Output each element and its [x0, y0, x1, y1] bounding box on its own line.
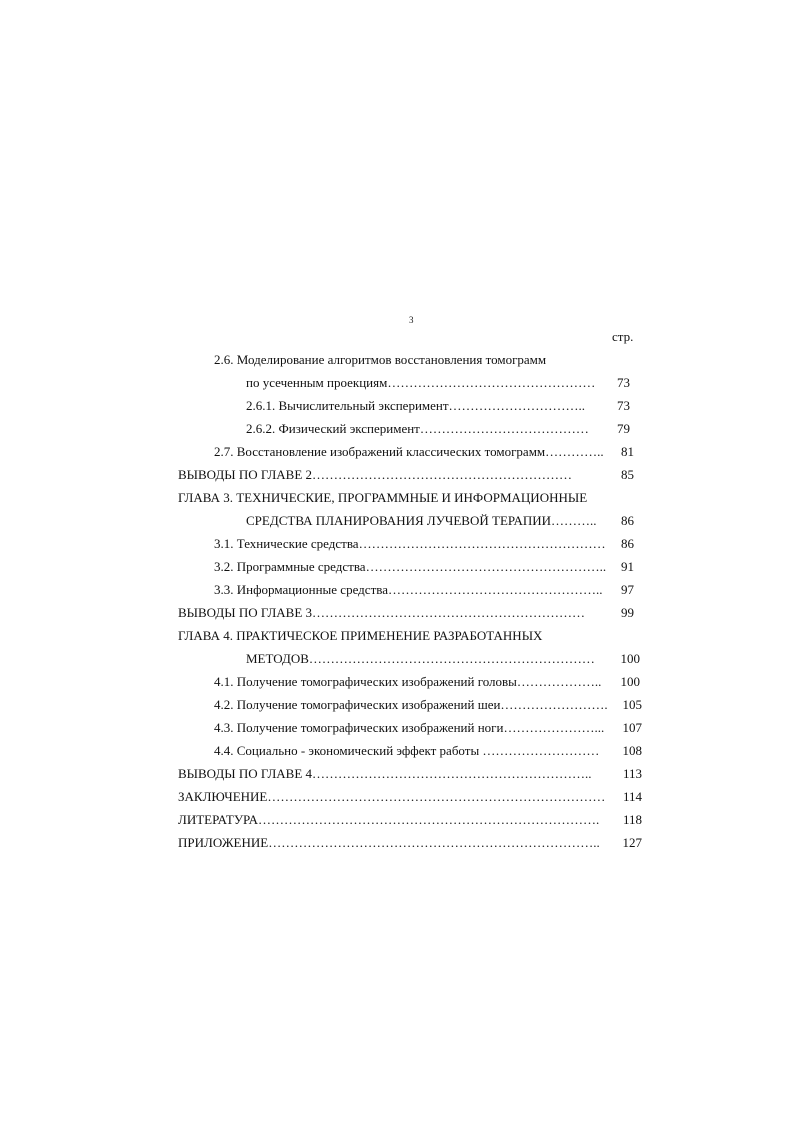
toc-entry	[246, 375, 595, 390]
toc-entry-page: 81	[621, 444, 634, 459]
toc-entry	[214, 559, 606, 574]
toc-entry-text: ЗАКЛЮЧЕНИЕ……………………………………………………………………	[178, 789, 606, 804]
toc-entry-page: 86	[621, 536, 634, 551]
toc-entry-page: 73	[617, 375, 630, 390]
toc-entry-text: ВЫВОДЫ ПО ГЛАВЕ 3………………………………………………………	[178, 605, 586, 620]
toc-entry-text: МЕТОДОВ…………………………………………………………	[246, 651, 595, 666]
toc-entry	[246, 651, 595, 666]
toc-entry-text: 3.1. Технические средства…………………………………………………	[214, 536, 606, 551]
toc-entry-page: 99	[621, 605, 634, 620]
toc-entry	[214, 743, 599, 758]
toc-entry	[214, 697, 608, 712]
toc-entry-text: ВЫВОДЫ ПО ГЛАВЕ 2……………………………………………………	[178, 467, 573, 482]
toc-entry-page: 79	[617, 421, 630, 436]
toc-entry-page: 114	[622, 789, 642, 804]
toc-entry	[246, 513, 597, 528]
toc-entry-page: 127	[622, 835, 642, 850]
toc-entry	[178, 467, 572, 482]
toc-entry-text: ГЛАВА 3. ТЕХНИЧЕСКИЕ, ПРОГРАММНЫЕ И ИНФОРМАЦИОННЫЕ	[178, 490, 588, 505]
toc-entry-text: ЛИТЕРАТУРА…………………………………………………………………….	[178, 812, 600, 827]
toc-entry-page: 105	[622, 697, 642, 712]
toc-entry	[178, 490, 587, 505]
toc-entry-text: 4.4. Социально - экономический эффект работы ………………………	[214, 743, 600, 758]
toc-entry-text: 3.3. Информационные средства…………………………………………..	[214, 582, 603, 597]
toc-entry	[246, 421, 589, 436]
toc-entry-text: 2.6. Моделирование алгоритмов восстановления томограмм	[214, 352, 547, 367]
toc-entry-text: 3.2. Программные средства………………………………………………..	[214, 559, 607, 574]
toc-entry	[178, 766, 592, 781]
toc-entry-page: 91	[621, 559, 634, 574]
toc-entry-text: 2.6.1. Вычислительный эксперимент…………………………..	[246, 398, 586, 413]
page-number: 3	[409, 315, 414, 325]
toc-entry-page: 113	[622, 766, 642, 781]
toc-entry-text: 2.6.2. Физический эксперимент…………………………………	[246, 421, 589, 436]
toc-entry	[178, 628, 542, 643]
toc-entry-text: ПРИЛОЖЕНИЕ…………………………………………………………………..	[178, 835, 600, 850]
toc-entry-text: 4.1. Получение томографических изображений головы………………..	[214, 674, 602, 689]
toc-entry-page: 86	[621, 513, 634, 528]
toc-entry-page: 97	[621, 582, 634, 597]
toc-entry-page: 85	[621, 467, 634, 482]
toc-entry-text: СРЕДСТВА ПЛАНИРОВАНИЯ ЛУЧЕВОЙ ТЕРАПИИ………..	[246, 513, 597, 528]
toc-entry	[214, 352, 546, 367]
toc-entry	[214, 444, 604, 459]
toc-entry	[214, 674, 601, 689]
toc-entry-page: 100	[620, 651, 640, 666]
toc-entry	[178, 812, 599, 827]
toc-entry	[214, 582, 602, 597]
toc-entry-text: ВЫВОДЫ ПО ГЛАВЕ 4………………………………………………………..	[178, 766, 592, 781]
toc-entry-text: ГЛАВА 4. ПРАКТИЧЕСКОЕ ПРИМЕНЕНИЕ РАЗРАБОТАННЫХ	[178, 628, 543, 643]
toc-entry-page: 108	[622, 743, 642, 758]
toc-entry	[214, 536, 606, 551]
toc-entry-text: 4.3. Получение томографических изображений ноги…………………...	[214, 720, 605, 735]
toc-entry-text: 2.7. Восстановление изображений классических томограмм…………..	[214, 444, 604, 459]
toc-entry-page: 118	[622, 812, 642, 827]
page-column-label: стр.	[612, 329, 634, 344]
toc-entry	[214, 720, 604, 735]
toc-entry-text: по усеченным проекциям…………………………………………	[246, 375, 596, 390]
toc-entry	[246, 398, 585, 413]
toc-entry-page: 73	[617, 398, 630, 413]
toc-entry	[178, 835, 600, 850]
toc-entry	[178, 789, 605, 804]
toc-entry-page: 107	[622, 720, 642, 735]
toc-entry	[178, 605, 585, 620]
toc-entry-page: 100	[620, 674, 640, 689]
toc-entry-text: 4.2. Получение томографических изображений шеи…………………….	[214, 697, 608, 712]
